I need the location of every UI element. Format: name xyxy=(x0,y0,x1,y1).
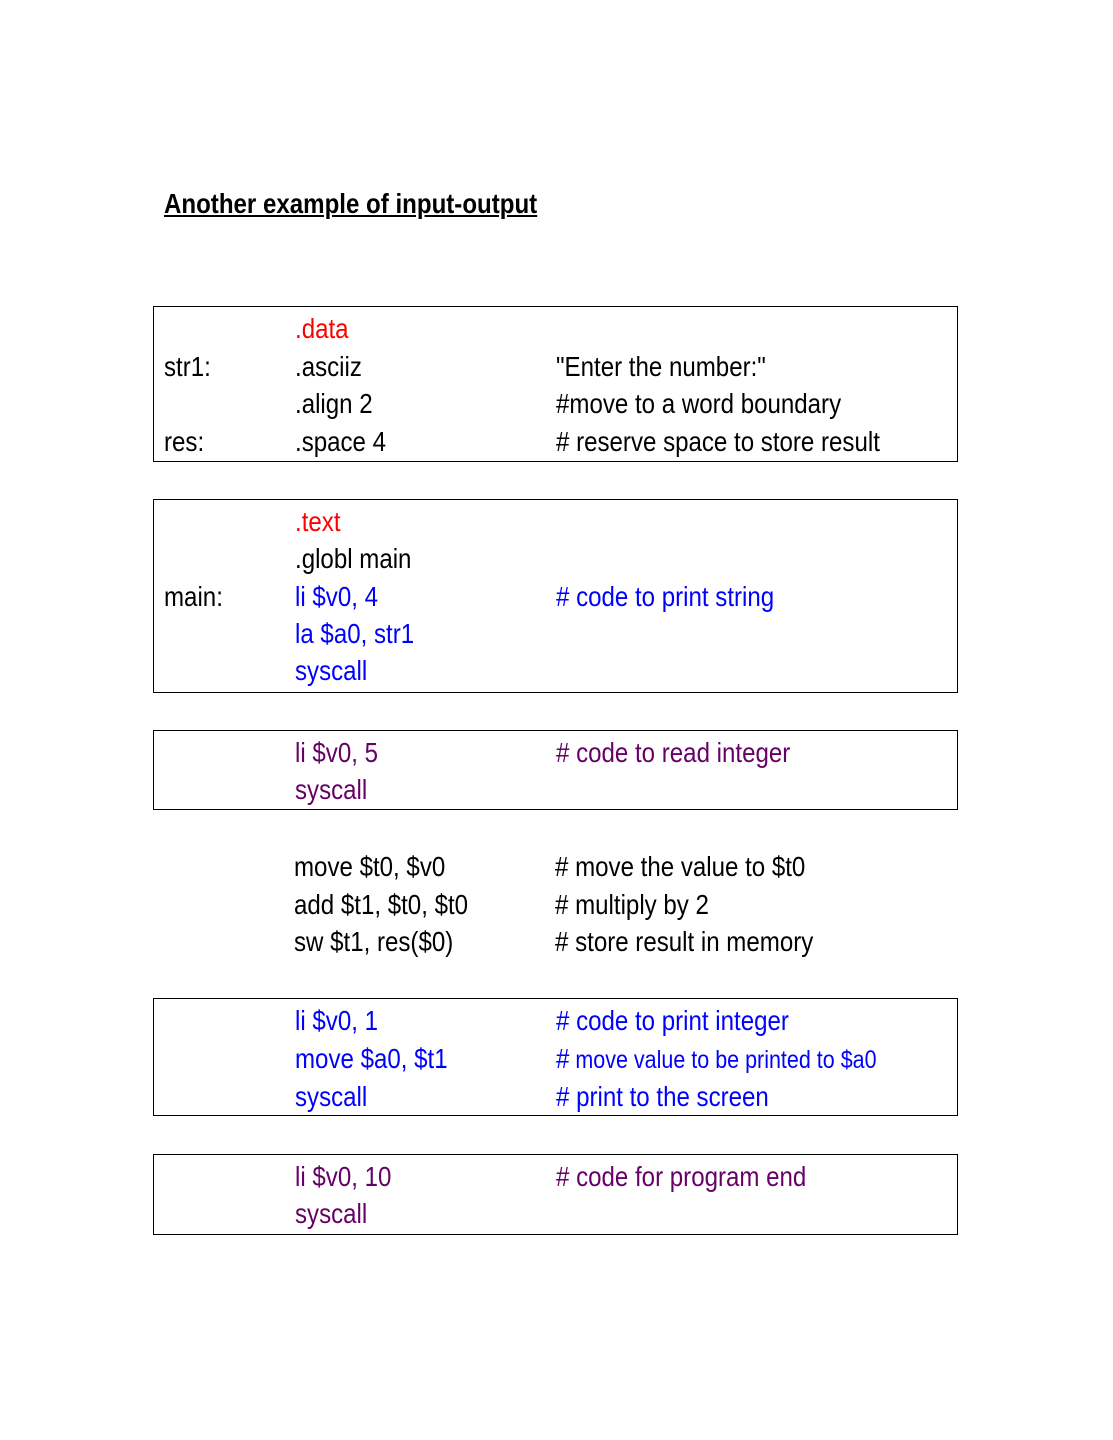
code-instruction: sw $t1, res($0) xyxy=(294,926,454,957)
code-instruction: .text xyxy=(295,506,341,537)
code-line xyxy=(154,578,957,616)
code-comment: # code to print string xyxy=(556,581,775,612)
code-line xyxy=(154,734,957,772)
code-label: str1: xyxy=(164,351,211,382)
code-comment: # code for program end xyxy=(556,1161,807,1192)
code-instruction: syscall xyxy=(295,1198,368,1229)
comment-text: move value to be printed to $a0 xyxy=(569,1046,877,1074)
code-instruction: .align 2 xyxy=(295,388,373,419)
code-line xyxy=(153,923,958,961)
code-instruction: .data xyxy=(295,313,349,344)
program-end-box xyxy=(153,1154,958,1235)
code-comment: # multiply by 2 xyxy=(555,889,709,920)
page-title: Another example of input-output xyxy=(164,188,538,219)
code-comment: # reserve space to store result xyxy=(556,426,880,457)
code-comment: "Enter the number:" xyxy=(556,351,766,382)
code-comment: # code to print integer xyxy=(556,1005,789,1036)
code-line xyxy=(154,1195,957,1233)
code-instruction: .space 4 xyxy=(295,426,387,457)
code-line xyxy=(154,423,957,461)
code-line xyxy=(154,771,957,809)
code-line xyxy=(154,540,957,578)
code-instruction: syscall xyxy=(295,1081,368,1112)
code-label: main: xyxy=(164,581,223,612)
code-comment: # code to read integer xyxy=(556,737,791,768)
code-comment: # print to the screen xyxy=(556,1081,769,1112)
read-integer-box xyxy=(153,730,958,810)
code-instruction: add $t1, $t0, $t0 xyxy=(294,889,469,920)
code-line xyxy=(154,1158,957,1196)
code-instruction: li $v0, 5 xyxy=(295,737,378,768)
code-line xyxy=(153,886,958,924)
code-instruction: move $a0, $t1 xyxy=(295,1043,448,1074)
code-instruction: move $t0, $v0 xyxy=(294,851,446,882)
code-instruction: li $v0, 4 xyxy=(295,581,378,612)
text-section-box xyxy=(153,499,958,693)
code-line xyxy=(154,348,957,386)
code-line xyxy=(154,310,957,348)
code-line xyxy=(154,652,957,690)
print-integer-box xyxy=(153,998,958,1116)
code-instruction: li $v0, 1 xyxy=(295,1005,378,1036)
code-comment: # store result in memory xyxy=(555,926,814,957)
comment-hash: # xyxy=(556,1043,570,1074)
code-instruction: la $a0, str1 xyxy=(295,618,415,649)
code-comment xyxy=(556,1040,877,1079)
compute-section xyxy=(153,845,958,965)
code-line xyxy=(154,615,957,653)
code-line xyxy=(153,848,958,886)
code-instruction: .globl main xyxy=(295,543,412,574)
code-instruction: li $v0, 10 xyxy=(295,1161,392,1192)
code-line xyxy=(154,1002,957,1040)
code-line xyxy=(154,1040,957,1078)
code-instruction: syscall xyxy=(295,655,368,686)
code-comment: #move to a word boundary xyxy=(556,388,842,419)
data-section-box xyxy=(153,306,958,462)
code-line xyxy=(154,385,957,423)
code-label: res: xyxy=(164,426,205,457)
code-line xyxy=(154,503,957,541)
code-line xyxy=(154,1078,957,1116)
code-instruction: syscall xyxy=(295,774,368,805)
code-instruction: .asciiz xyxy=(295,351,362,382)
code-comment: # move the value to $t0 xyxy=(555,851,806,882)
